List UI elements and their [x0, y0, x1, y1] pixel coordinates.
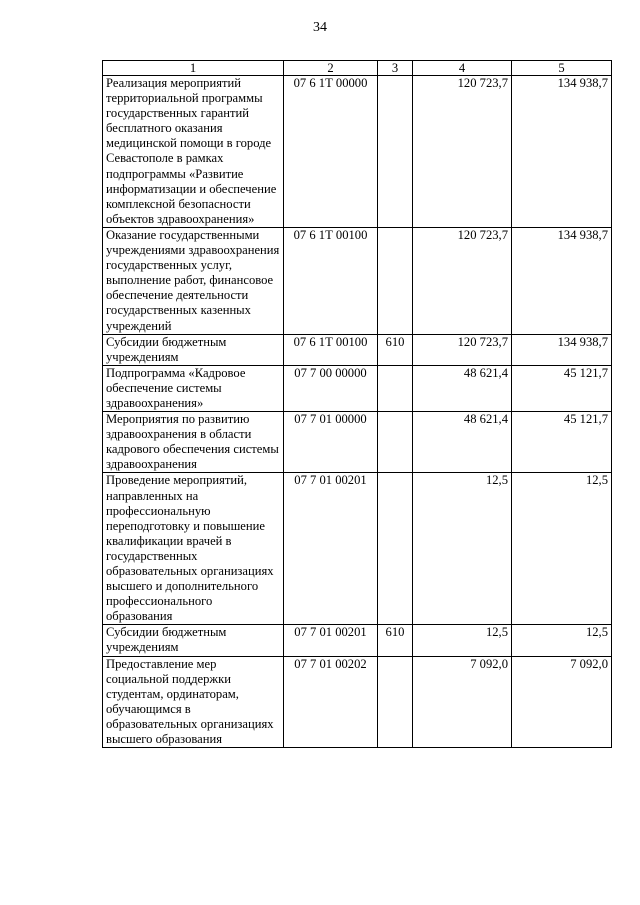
row-code: 07 6 1Т 00100 [284, 227, 378, 334]
row-name: Субсидии бюджетным учреждениям [103, 625, 284, 656]
row-value-col4: 120 723,7 [413, 334, 512, 365]
row-name: Проведение мероприятий, направленных на профессиональную переподготовку и повышение квалификации врачей в государственных образовательных организациях высшего и дополнительного профессионального образования [103, 473, 284, 625]
row-name: Субсидии бюджетным учреждениям [103, 334, 284, 365]
row-value-col5: 134 938,7 [512, 334, 612, 365]
row-value-col5: 134 938,7 [512, 76, 612, 228]
row-name: Реализация мероприятий территориальной программы государственных гарантий бесплатного оказания медицинской помощи в городе Севастополе в рамках подпрограммы «Развитие информатизации и обеспечение комплексной безопасности объектов здравоохранения» [103, 76, 284, 228]
row-code: 07 6 1Т 00100 [284, 334, 378, 365]
row-code: 07 6 1Т 00000 [284, 76, 378, 228]
row-expense-type [378, 227, 413, 334]
row-name: Предоставление мер социальной поддержки студентам, ординаторам, обучающимся в образовательных организациях высшего образования [103, 656, 284, 748]
row-name: Мероприятия по развитию здравоохранения в области кадрового обеспечения системы здравоохранения [103, 412, 284, 473]
row-name: Подпрограмма «Кадровое обеспечение системы здравоохранения» [103, 365, 284, 411]
budget-table [102, 60, 612, 748]
column-header-1: 1 [103, 61, 284, 76]
column-header-4: 4 [413, 61, 512, 76]
row-code: 07 7 01 00201 [284, 473, 378, 625]
table-row [103, 656, 612, 748]
row-name: Оказание государственными учреждениями здравоохранения государственных услуг, выполнение работ, финансовое обеспечение деятельности государственных казенных учреждений [103, 227, 284, 334]
row-expense-type: 610 [378, 334, 413, 365]
row-expense-type: 610 [378, 625, 413, 656]
row-expense-type [378, 365, 413, 411]
row-value-col5: 134 938,7 [512, 227, 612, 334]
table-row [103, 412, 612, 473]
column-header-3: 3 [378, 61, 413, 76]
row-expense-type [378, 656, 413, 748]
page-number: 34 [313, 20, 327, 35]
row-value-col4: 48 621,4 [413, 412, 512, 473]
row-value-col5: 12,5 [512, 473, 612, 625]
row-code: 07 7 01 00000 [284, 412, 378, 473]
row-code: 07 7 00 00000 [284, 365, 378, 411]
row-expense-type [378, 412, 413, 473]
row-value-col5: 45 121,7 [512, 365, 612, 411]
row-value-col4: 7 092,0 [413, 656, 512, 748]
column-header-2: 2 [284, 61, 378, 76]
table-row [103, 76, 612, 228]
row-value-col5: 45 121,7 [512, 412, 612, 473]
column-header-5: 5 [512, 61, 612, 76]
row-value-col4: 120 723,7 [413, 76, 512, 228]
table-header-row [103, 61, 612, 76]
row-value-col5: 7 092,0 [512, 656, 612, 748]
table-row [103, 473, 612, 625]
row-expense-type [378, 473, 413, 625]
row-code: 07 7 01 00201 [284, 625, 378, 656]
row-value-col4: 12,5 [413, 625, 512, 656]
row-expense-type [378, 76, 413, 228]
table-row [103, 625, 612, 656]
table-row [103, 334, 612, 365]
row-value-col4: 48 621,4 [413, 365, 512, 411]
table-row [103, 365, 612, 411]
table-row [103, 227, 612, 334]
row-value-col5: 12,5 [512, 625, 612, 656]
row-value-col4: 12,5 [413, 473, 512, 625]
row-code: 07 7 01 00202 [284, 656, 378, 748]
row-value-col4: 120 723,7 [413, 227, 512, 334]
